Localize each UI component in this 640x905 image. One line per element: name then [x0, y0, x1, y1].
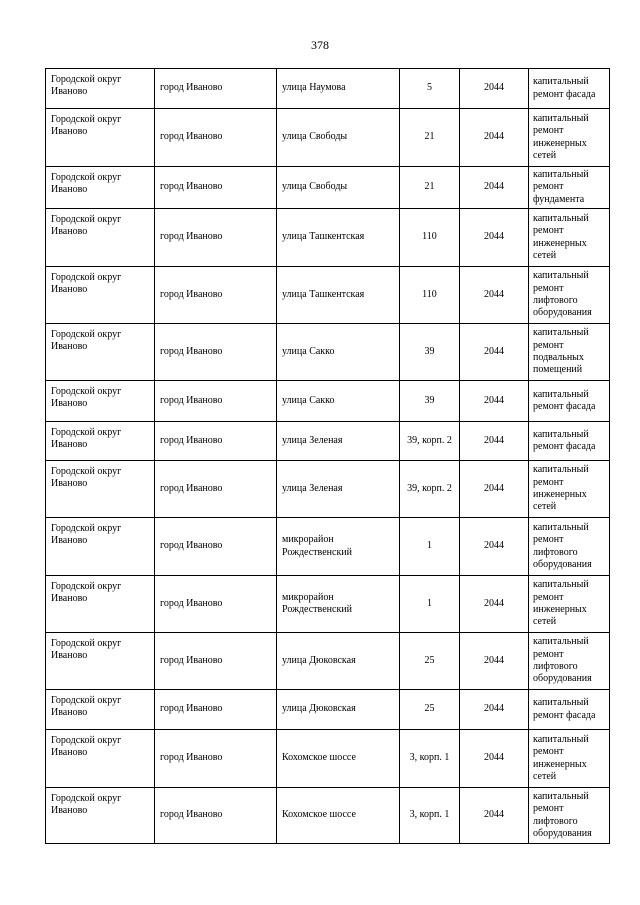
- street-cell: микрорайон Рождественский: [277, 576, 400, 633]
- work-type-cell: капитальный ремонт лифтового оборудования: [529, 788, 610, 844]
- year-cell: 2044: [460, 69, 529, 109]
- work-type-cell: капитальный ремонт подвальных помещений: [529, 324, 610, 381]
- work-type-cell: капитальный ремонт инженерных сетей: [529, 461, 610, 518]
- year-cell: 2044: [460, 576, 529, 633]
- house-cell: 25: [400, 633, 460, 690]
- year-cell: 2044: [460, 633, 529, 690]
- table-row: [46, 518, 610, 576]
- table-row: [46, 633, 610, 690]
- work-type-cell: капитальный ремонт инженерных сетей: [529, 209, 610, 267]
- work-type-cell: капитальный ремонт лифтового оборудования: [529, 267, 610, 324]
- district-cell: Городской округ Иваново: [46, 690, 155, 730]
- street-cell: улица Наумова: [277, 69, 400, 109]
- district-cell: Городской округ Иваново: [46, 422, 155, 461]
- work-type-cell: капитальный ремонт инженерных сетей: [529, 730, 610, 788]
- settlement-cell: город Иваново: [155, 461, 277, 518]
- work-type-cell: капитальный ремонт фасада: [529, 422, 610, 461]
- district-cell: Городской округ Иваново: [46, 109, 155, 167]
- street-cell: улица Свободы: [277, 167, 400, 209]
- street-cell: улица Сакко: [277, 381, 400, 422]
- settlement-cell: город Иваново: [155, 690, 277, 730]
- table-row: [46, 324, 610, 381]
- house-cell: 25: [400, 690, 460, 730]
- table-row: [46, 730, 610, 788]
- house-cell: 21: [400, 109, 460, 167]
- settlement-cell: город Иваново: [155, 109, 277, 167]
- year-cell: 2044: [460, 209, 529, 267]
- street-cell: Кохомское шоссе: [277, 730, 400, 788]
- table-row: [46, 69, 610, 109]
- district-cell: Городской округ Иваново: [46, 69, 155, 109]
- work-type-cell: капитальный ремонт фундамента: [529, 167, 610, 209]
- house-cell: 1: [400, 518, 460, 576]
- repair-schedule-table: [45, 68, 610, 844]
- district-cell: Городской округ Иваново: [46, 267, 155, 324]
- work-type-cell: капитальный ремонт фасада: [529, 381, 610, 422]
- work-type-cell: капитальный ремонт лифтового оборудования: [529, 633, 610, 690]
- house-cell: 3, корп. 1: [400, 730, 460, 788]
- house-cell: 21: [400, 167, 460, 209]
- year-cell: 2044: [460, 730, 529, 788]
- house-cell: 3, корп. 1: [400, 788, 460, 844]
- house-cell: 39, корп. 2: [400, 461, 460, 518]
- house-cell: 39: [400, 324, 460, 381]
- settlement-cell: город Иваново: [155, 267, 277, 324]
- year-cell: 2044: [460, 518, 529, 576]
- street-cell: улица Зеленая: [277, 461, 400, 518]
- street-cell: микрорайон Рождественский: [277, 518, 400, 576]
- table-row: [46, 422, 610, 461]
- year-cell: 2044: [460, 109, 529, 167]
- settlement-cell: город Иваново: [155, 518, 277, 576]
- year-cell: 2044: [460, 381, 529, 422]
- year-cell: 2044: [460, 167, 529, 209]
- table-row: [46, 209, 610, 267]
- table-row: [46, 381, 610, 422]
- year-cell: 2044: [460, 267, 529, 324]
- house-cell: 110: [400, 267, 460, 324]
- settlement-cell: город Иваново: [155, 381, 277, 422]
- street-cell: улица Дюковская: [277, 633, 400, 690]
- street-cell: улица Свободы: [277, 109, 400, 167]
- street-cell: улица Зеленая: [277, 422, 400, 461]
- district-cell: Городской округ Иваново: [46, 461, 155, 518]
- settlement-cell: город Иваново: [155, 324, 277, 381]
- work-type-cell: капитальный ремонт фасада: [529, 69, 610, 109]
- year-cell: 2044: [460, 324, 529, 381]
- settlement-cell: город Иваново: [155, 633, 277, 690]
- street-cell: Кохомское шоссе: [277, 788, 400, 844]
- street-cell: улица Ташкентская: [277, 267, 400, 324]
- house-cell: 1: [400, 576, 460, 633]
- table-row: [46, 576, 610, 633]
- work-type-cell: капитальный ремонт лифтового оборудования: [529, 518, 610, 576]
- page-number: 378: [311, 38, 329, 52]
- settlement-cell: город Иваново: [155, 167, 277, 209]
- settlement-cell: город Иваново: [155, 69, 277, 109]
- settlement-cell: город Иваново: [155, 788, 277, 844]
- district-cell: Городской округ Иваново: [46, 167, 155, 209]
- house-cell: 39, корп. 2: [400, 422, 460, 461]
- table-row: [46, 461, 610, 518]
- street-cell: улица Дюковская: [277, 690, 400, 730]
- street-cell: улица Ташкентская: [277, 209, 400, 267]
- house-cell: 5: [400, 69, 460, 109]
- district-cell: Городской округ Иваново: [46, 730, 155, 788]
- table-body: [46, 69, 610, 844]
- year-cell: 2044: [460, 690, 529, 730]
- year-cell: 2044: [460, 422, 529, 461]
- table-row: [46, 109, 610, 167]
- work-type-cell: капитальный ремонт инженерных сетей: [529, 576, 610, 633]
- table-row: [46, 267, 610, 324]
- year-cell: 2044: [460, 788, 529, 844]
- year-cell: 2044: [460, 461, 529, 518]
- district-cell: Городской округ Иваново: [46, 633, 155, 690]
- settlement-cell: город Иваново: [155, 576, 277, 633]
- house-cell: 39: [400, 381, 460, 422]
- district-cell: Городской округ Иваново: [46, 518, 155, 576]
- table-row: [46, 690, 610, 730]
- settlement-cell: город Иваново: [155, 730, 277, 788]
- district-cell: Городской округ Иваново: [46, 381, 155, 422]
- district-cell: Городской округ Иваново: [46, 209, 155, 267]
- table-row: [46, 167, 610, 209]
- work-type-cell: капитальный ремонт фасада: [529, 690, 610, 730]
- table-row: [46, 788, 610, 844]
- work-type-cell: капитальный ремонт инженерных сетей: [529, 109, 610, 167]
- settlement-cell: город Иваново: [155, 209, 277, 267]
- settlement-cell: город Иваново: [155, 422, 277, 461]
- district-cell: Городской округ Иваново: [46, 788, 155, 844]
- district-cell: Городской округ Иваново: [46, 324, 155, 381]
- house-cell: 110: [400, 209, 460, 267]
- street-cell: улица Сакко: [277, 324, 400, 381]
- district-cell: Городской округ Иваново: [46, 576, 155, 633]
